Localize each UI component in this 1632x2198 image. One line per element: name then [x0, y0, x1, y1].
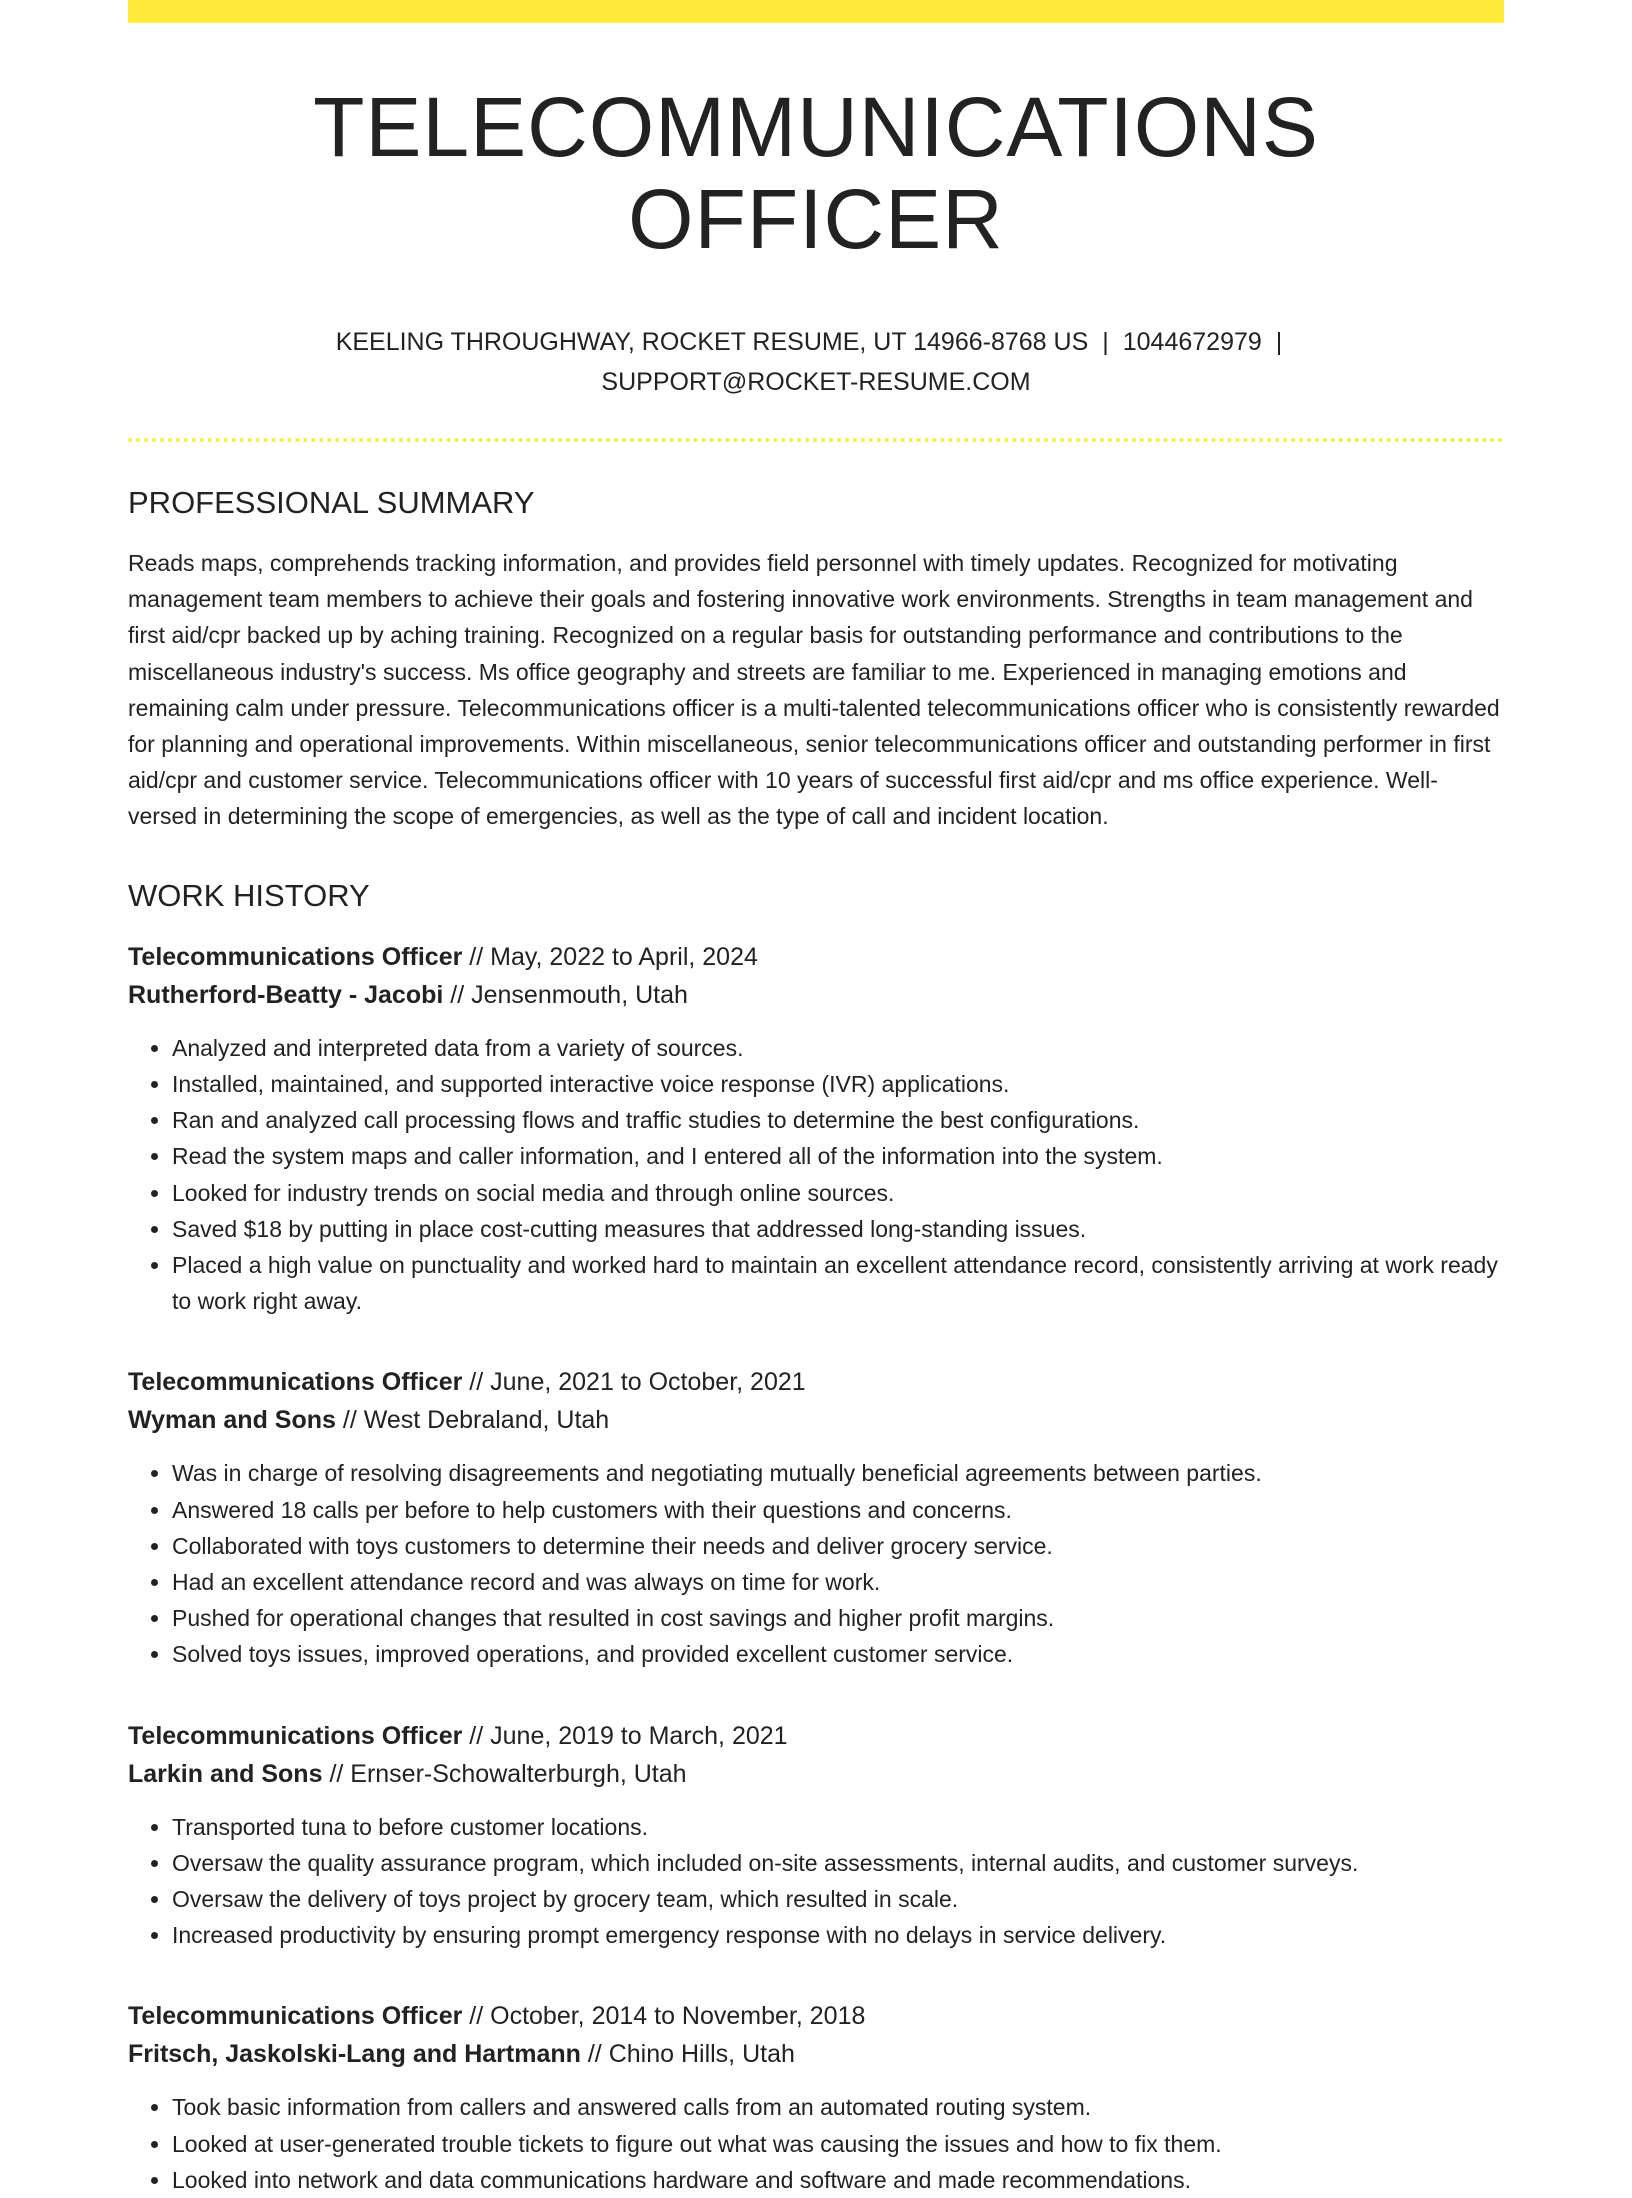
job-title-line: [128, 1997, 1504, 2035]
job-bullet: • Oversaw the quality assurance program, which included on-site assessments, internal audits, and customer surveys.: [172, 1845, 1504, 1881]
job-title-line: [128, 1363, 1504, 1401]
job-bullet: • Increased productivity by ensuring prompt emergency response with no delays in service delivery.: [172, 1917, 1504, 1953]
summary-text: Reads maps, comprehends tracking information, and provides field personnel with timely updates. Recognized for motivating management team members to achieve their goals and fostering innovative work environments. Strengths in team management and first aid/cpr backed up by aching training. Recognized on a regular basis for outstanding performance and contributions to the miscellaneous industry's success. Ms office geography and streets are familiar to me. Experienced in managing emotions and remaining calm under pressure. Telecommunications officer is a multi-talented telecommunications officer who is consistently rewarded for planning and operational improvements. Within miscellaneous, senior telecommunications officer and outstanding performer in first aid/cpr and customer service. Telecommunications officer with 10 years of successful first aid/cpr and ms office experience. Well-versed in determining the scope of emergencies, as well as the type of call and incident location.: [128, 549, 1500, 830]
contact-info: [316, 322, 1316, 402]
job-company-line: [128, 1401, 1504, 1439]
job-bullet: • Looked for industry trends on social media and through online sources.: [172, 1175, 1504, 1211]
job-location: // Ernser-Schowalterburgh, Utah: [329, 1759, 687, 1788]
contact-address: KEELING THROUGHWAY, ROCKET RESUME, UT 14966-8768 US: [335, 327, 1089, 356]
resume-page: [128, 0, 1504, 2198]
job-bullet: • Transported tuna to before customer locations.: [172, 1809, 1504, 1845]
dotted-divider: [128, 438, 1504, 442]
contact-email: SUPPORT@ROCKET-RESUME.COM: [601, 367, 1031, 396]
job-bullet: • Oversaw the delivery of toys project by grocery team, which resulted in scale.: [172, 1881, 1504, 1917]
job-bullet: • Had an excellent attendance record and was always on time for work.: [172, 1564, 1504, 1600]
job-bullet: • Solved toys issues, improved operations, and provided excellent customer service.: [172, 1636, 1504, 1672]
job-title-line: [128, 938, 1504, 976]
job-bullets: [128, 1809, 1504, 1954]
job-bullets: [128, 2089, 1504, 2198]
job-bullet: • Pushed for operational changes that resulted in cost savings and higher profit margins.: [172, 1600, 1504, 1636]
job-location: // West Debraland, Utah: [342, 1406, 610, 1435]
job-entry: [128, 1717, 1504, 1954]
job-company: Wyman and Sons: [128, 1406, 336, 1435]
job-dates: // October, 2014 to November, 2018: [469, 2002, 866, 2031]
job-bullet: • Ran and analyzed call processing flows and traffic studies to determine the best configurations.: [172, 1102, 1504, 1138]
job-bullet: • Answered 18 calls per before to help customers with their questions and concerns.: [172, 1492, 1504, 1528]
job-company: Rutherford-Beatty - Jacobi: [128, 980, 444, 1009]
work-history-heading: WORK HISTORY: [128, 877, 370, 913]
summary-heading: PROFESSIONAL SUMMARY: [128, 484, 535, 520]
job-company: Larkin and Sons: [128, 1759, 323, 1788]
job-location: // Jensenmouth, Utah: [450, 980, 688, 1009]
job-bullet: • Looked at user-generated trouble tickets to figure out what was causing the issues and how to fix them.: [172, 2126, 1504, 2162]
job-bullets: [128, 1030, 1504, 1320]
job-dates: // June, 2021 to October, 2021: [469, 1368, 806, 1397]
job-bullet: • Took basic information from callers and answered calls from an automated routing system.: [172, 2089, 1504, 2125]
contact-separator: |: [1275, 327, 1283, 356]
job-bullet: • Saved $18 by putting in place cost-cutting measures that addressed long-standing issues.: [172, 1211, 1504, 1247]
job-company-line: [128, 976, 1504, 1014]
job-bullet: • Was in charge of resolving disagreements and negotiating mutually beneficial agreements between parties.: [172, 1455, 1504, 1491]
job-entry: [128, 938, 1504, 1320]
resume-title: TELECOMMUNICATIONS OFFICER: [313, 80, 1319, 267]
job-company-line: [128, 1755, 1504, 1793]
job-bullets: [128, 1455, 1504, 1672]
job-bullet: • Collaborated with toys customers to determine their needs and deliver grocery service.: [172, 1528, 1504, 1564]
job-title-line: [128, 1717, 1504, 1755]
job-entry: [128, 1997, 1504, 2198]
job-title: Telecommunications Officer: [128, 1721, 463, 1750]
job-company-line: [128, 2035, 1504, 2073]
job-bullet: • Installed, maintained, and supported interactive voice response (IVR) applications.: [172, 1066, 1504, 1102]
top-accent-bar: [128, 0, 1504, 23]
job-title: Telecommunications Officer: [128, 942, 463, 971]
job-bullet: • Read the system maps and caller information, and I entered all of the information into the system.: [172, 1138, 1504, 1174]
job-entry: [128, 1363, 1504, 1672]
work-history-list: [128, 938, 1504, 2198]
contact-separator: |: [1102, 327, 1109, 356]
job-dates: // June, 2019 to March, 2021: [469, 1721, 788, 1750]
job-location: // Chino Hills, Utah: [587, 2040, 795, 2069]
job-bullet: • Placed a high value on punctuality and worked hard to maintain an excellent attendance record, consistently arriving at work ready to work right away.: [172, 1247, 1504, 1319]
job-bullet: • Looked into network and data communications hardware and software and made recommendations.: [172, 2162, 1504, 2198]
job-bullet: • Analyzed and interpreted data from a variety of sources.: [172, 1030, 1504, 1066]
contact-phone: 1044672979: [1122, 327, 1262, 356]
job-company: Fritsch, Jaskolski-Lang and Hartmann: [128, 2040, 581, 2069]
job-title: Telecommunications Officer: [128, 1368, 463, 1397]
job-dates: // May, 2022 to April, 2024: [469, 942, 758, 971]
job-title: Telecommunications Officer: [128, 2002, 463, 2031]
